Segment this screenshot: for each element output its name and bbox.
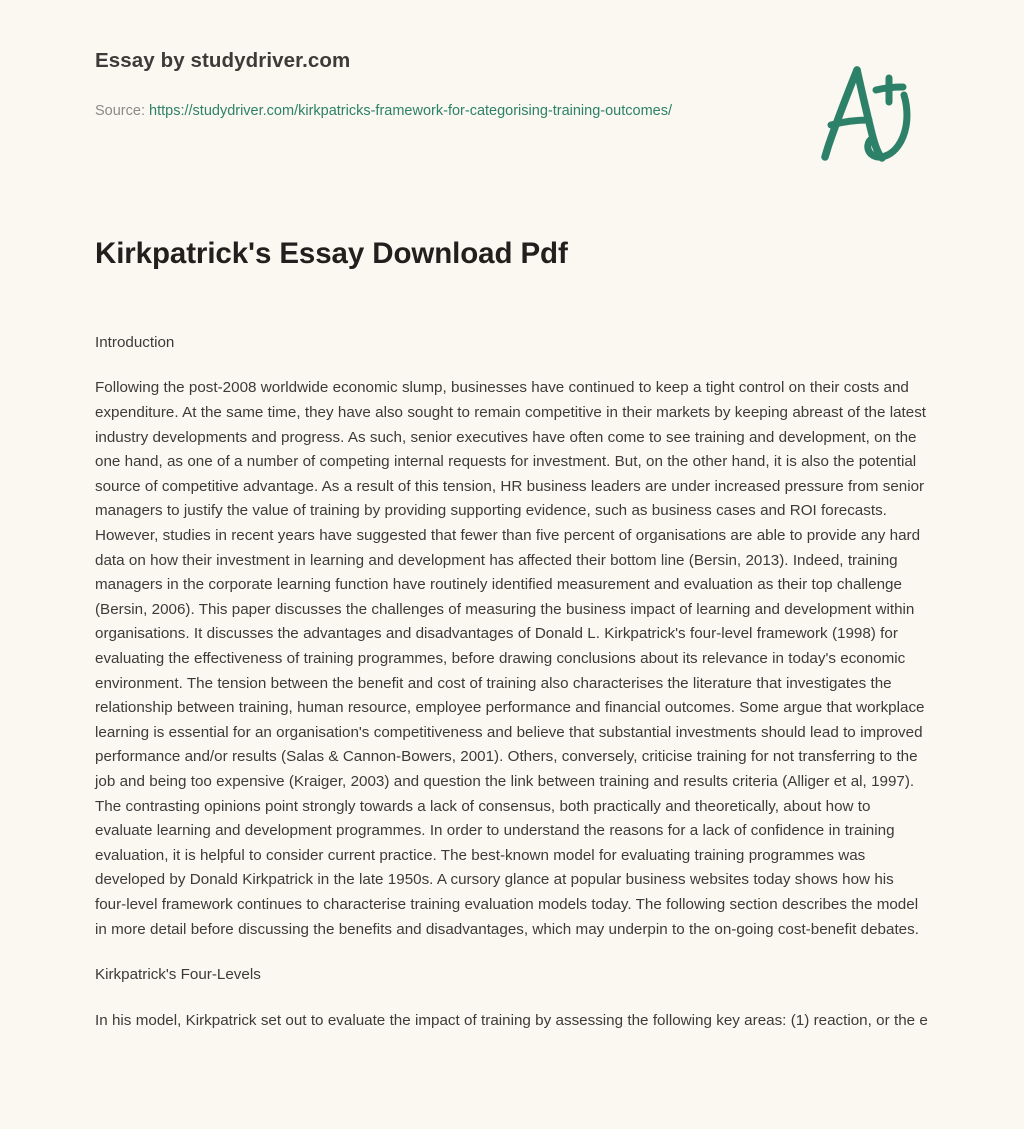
document-header [0,0,1024,160]
source-label: Source: [95,102,145,119]
body-paragraph: In his model, Kirkpatrick set out to evaluate the impact of training by assessing the following key areas: (1) reaction, or the e [95,1011,928,1029]
body-paragraph: Following the post-2008 worldwide economic slump, businesses have continued to keep a tight control on their costs and expenditure. At the same time, they have also sought to remain competitive in their markets by keeping abreast of the latest industry developments and progress. As such, senior executives have often come to see training and development, on the one hand, as one of a number of competing internal requests for investment. But, on the other hand, it is also the potential source of competitive advantage. As a result of this tension, HR business leaders are under increased pressure from senior managers to justify the value of training by providing supporting evidence, such as business cases and ROI forecasts. However, studies in recent years have suggested that fewer than five percent of organisations are able to provide any hard data on how their investment in learning and development has affected their bottom line (Bersin, 2013). Indeed, training managers in the corporate learning function have routinely identified measurement and evaluation as their top challenge (Bersin, 2006). This paper discusses the challenges of measuring the business impact of learning and development within organisations. It discusses the advantages and disadvantages of Donald L. Kirkpatrick's four-level framework (1998) for evaluating the effectiveness of training programmes, before drawing conclusions about its relevance in today's economic environment. The tension between the benefit and cost of training also characterises the literature that investigates the relationship between training, human resource, employee performance and financial outcomes. Some argue that workplace learning is essential for an organisation's competitiveness and believe that substantial investments should lead to improved performance and/or results (Salas & Cannon-Bowers, 2001). Others, conversely, criticise training for not transferring to the job and being too expensive (Kraiger, 2003) and question the link between training and results criteria (Alliger et al, 1997). The contrasting opinions point strongly towards a lack of consensus, both practically and theoretically, about how to evaluate learning and development programmes. In order to understand the reasons for a lack of confidence in training evaluation, it is helpful to consider current practice. The best-known model for evaluating training programmes was developed by Donald Kirkpatrick in the late 1950s. A cursory glance at popular business websites today shows how his four-level framework continues to characterise training evaluation models today. The following section describes the model in more detail before discussing the benefits and disadvantages, which may underpin to the on-going cost-benefit debates. [95,379,927,938]
a-plus-logo-icon [816,62,912,164]
a-plus-logo [816,62,912,164]
section-heading-introduction: Introduction [95,333,175,351]
source-url-link[interactable]: https://studydriver.com/kirkpatricks-framework-for-categorising-training-outcomes/ [149,102,672,119]
source-line [95,99,705,123]
document-body [0,273,1024,1033]
byline: Essay by studydriver.com [95,49,351,72]
section-heading-four-levels: Kirkpatrick's Four-Levels [95,966,261,984]
page-title: Kirkpatrick's Essay Download Pdf [95,237,568,270]
